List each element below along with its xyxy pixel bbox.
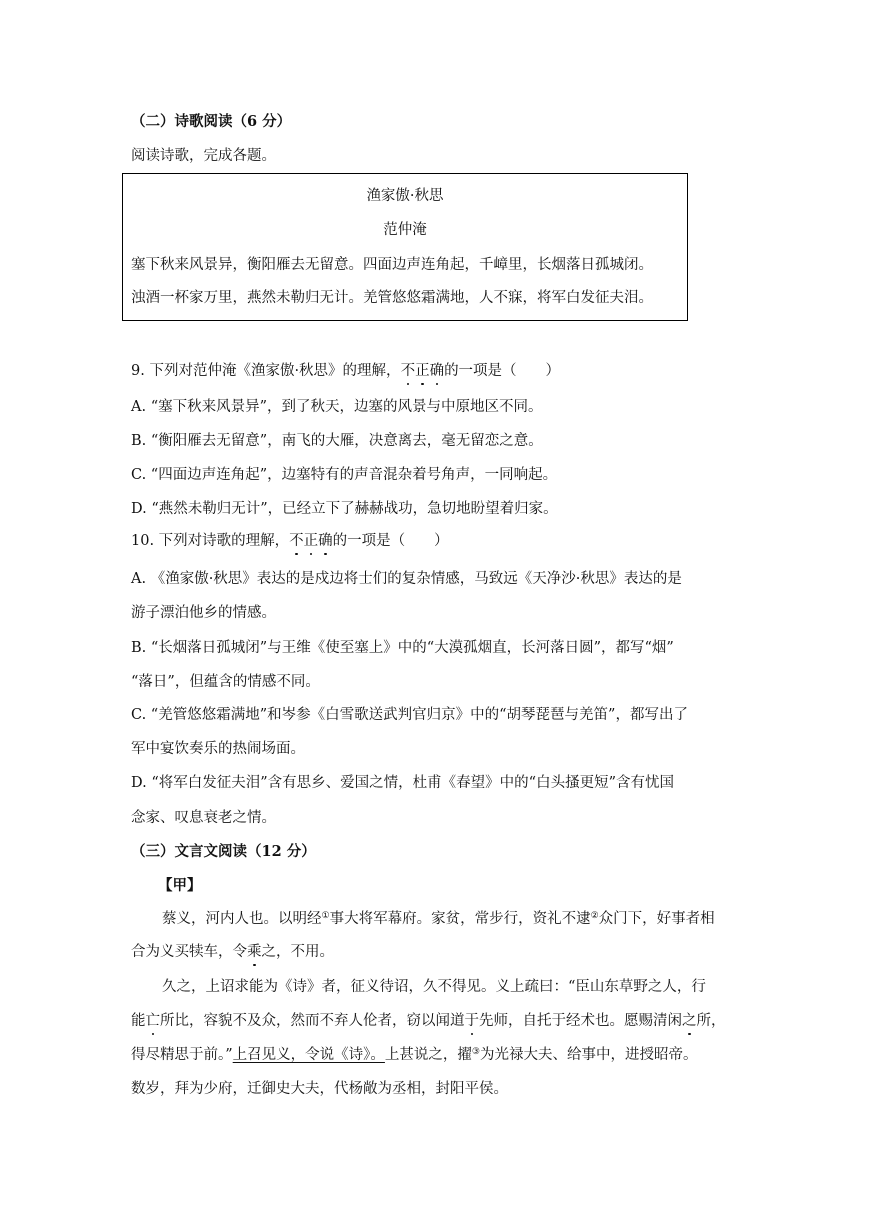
poem-author: 范仲淹 bbox=[383, 222, 427, 238]
passage-text: 能 bbox=[131, 1013, 146, 1029]
q9-option-d: D. “燕然未勒归无计”，已经立下了赫赫战功，急切地盼望着归家。 bbox=[131, 501, 558, 517]
passage-text: 先师，自托于经术也。愿赐清闲 bbox=[479, 1013, 682, 1029]
q9-stem-b: 的一项是（ ） bbox=[444, 363, 561, 379]
q10-option-b-line-1: B. “长烟落日孤城闭”与王维《使至塞上》中的“大漠孤烟直，长河落日圆”，都写“烟” bbox=[131, 640, 674, 656]
passage-text: 之，不用。 bbox=[261, 944, 334, 960]
passage-text: 上甚说之，擢 bbox=[384, 1047, 472, 1063]
q10-option-a-line-1: A. 《渔家傲·秋思》表达的是戍边将士们的复杂情感，马致远《天净沙·秋思》表达的是 bbox=[131, 571, 682, 587]
emphasis-char: 乘 bbox=[247, 944, 262, 960]
q9-emphasis-1: 不 bbox=[400, 363, 416, 379]
passage-line-4 bbox=[131, 1011, 726, 1031]
q10-option-d-line-1: D. “将军白发征夫泪”含有思乡、爱国之情，杜甫《春望》中的“白头搔更短”含有忧国 bbox=[131, 775, 674, 791]
passage-text: 为光禄大夫、给事中，进授昭帝。 bbox=[480, 1047, 698, 1063]
passage-text: 得尽精思于前。” bbox=[131, 1047, 233, 1063]
q9-emphasis-3: 确 bbox=[429, 363, 445, 379]
footnote-2: ② bbox=[590, 911, 599, 921]
q10-option-d-line-2: 念家、叹息衰老之情。 bbox=[131, 810, 276, 826]
q10-option-b-line-2: “落日”，但蕴含的情感不同。 bbox=[131, 674, 320, 690]
q10-emphasis-1: 不 bbox=[289, 533, 304, 549]
passage-text: 蔡义，河内人也。以明经 bbox=[162, 911, 322, 927]
passage-line-2 bbox=[131, 942, 334, 962]
underlined-sentence: 上召见义，令说《诗》。 bbox=[232, 1047, 385, 1063]
footnote-1: ① bbox=[321, 911, 330, 921]
passage-line-3: 久之，上诏求能为《诗》者，征义待诏，久不得见。义上疏曰：“臣山东草野之人，行 bbox=[162, 979, 706, 995]
q10-stem-a: 10. 下列对诗歌的理解， bbox=[131, 533, 290, 549]
passage-line-1 bbox=[162, 909, 715, 929]
passage-text: 所比，容貌不及众，然而不弃人伦者，窃以闻道 bbox=[160, 1013, 465, 1029]
q9-emphasis-2: 正 bbox=[415, 363, 430, 379]
section-instruction: 阅读诗歌，完成各题。 bbox=[131, 148, 276, 164]
footnote-3: ③ bbox=[471, 1047, 480, 1057]
passage-text: 事大将军幕府。家贫，常步行，资礼不逮 bbox=[329, 911, 591, 927]
q9-stem-a: 9. 下列对范仲淹《渔家傲·秋思》的理解， bbox=[131, 363, 401, 379]
section-title-poetry: （二）诗歌阅读（6 分） bbox=[131, 113, 292, 130]
poem-line-2: 浊酒一杯家万里，燕然未勒归无计。羌管悠悠霜满地，人不寐，将军白发征夫泪。 bbox=[131, 290, 653, 306]
q10-emphasis-2: 正 bbox=[303, 533, 319, 549]
emphasis-char: 亡 bbox=[145, 1013, 160, 1029]
q10-stem-b: 的一项是（ ） bbox=[332, 533, 449, 549]
q9-option-b: B. “衡阳雁去无留意”，南飞的大雁，决意离去，毫无留恋之意。 bbox=[131, 433, 543, 449]
q9-option-a: A. “塞下秋来风景异”，到了秋天，边塞的风景与中原地区不同。 bbox=[131, 399, 543, 415]
q10-option-c-line-1: C. “羌管悠悠霜满地”和岑参《白雪歌送武判官归京》中的“胡琴琵琶与羌笛”，都写出了 bbox=[131, 707, 688, 723]
q10-option-a-line-2: 游子漂泊他乡的情感。 bbox=[131, 605, 276, 621]
poem-title: 渔家傲·秋思 bbox=[366, 188, 444, 204]
poem-line-1: 塞下秋来风景异，衡阳雁去无留意。四面边声连角起，千嶂里，长烟落日孤城闭。 bbox=[131, 257, 653, 273]
q9-option-c: C. “四面边声连角起”，边塞特有的声音混杂着号角声，一同响起。 bbox=[131, 467, 558, 483]
passage-text: 所， bbox=[696, 1013, 726, 1029]
passage-text: 众门下，好事者相 bbox=[598, 911, 715, 927]
section-title-classical: （三）文言文阅读（12 分） bbox=[131, 843, 316, 860]
passage-text: 合为义买犊车，令 bbox=[131, 944, 247, 960]
emphasis-char: 于 bbox=[464, 1013, 479, 1029]
question-10-stem bbox=[131, 531, 449, 551]
question-9-stem bbox=[131, 361, 560, 381]
q10-option-c-line-2: 军中宴饮奏乐的热闹场面。 bbox=[131, 741, 305, 757]
emphasis-char: 之 bbox=[682, 1013, 697, 1029]
q10-emphasis-3: 确 bbox=[318, 533, 333, 549]
passage-line-6: 数岁，拜为少府，迁御史大夫，代杨敞为丞相，封阳平侯。 bbox=[131, 1081, 508, 1097]
passage-label-jia: 【甲】 bbox=[158, 877, 202, 894]
passage-line-5 bbox=[131, 1045, 698, 1065]
